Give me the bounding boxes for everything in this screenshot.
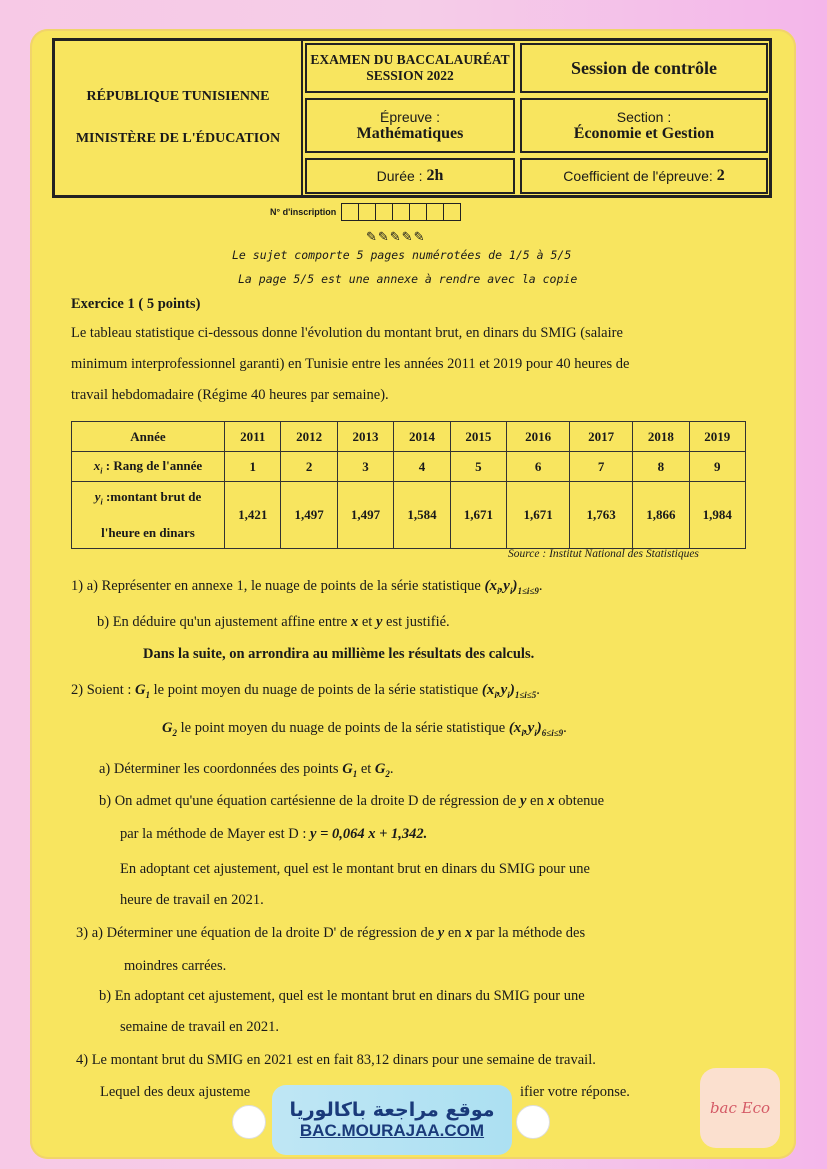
- epreuve-value: Mathématiques: [356, 124, 464, 142]
- section-value: Économie et Gestion: [573, 124, 715, 142]
- session-year: SESSION 2022: [366, 68, 454, 83]
- table-cell: 2019: [689, 422, 745, 452]
- exercise-intro-1: Le tableau statistique ci-dessous donne l'évolution du montant brut, en dinars du SMIG (salaire: [71, 325, 623, 341]
- q3b-1: b) En adoptant cet ajustement, quel est le montant brut en dinars du SMIG pour une: [99, 988, 585, 1004]
- table-cell: 2011: [225, 422, 281, 452]
- table-cell: 2: [281, 452, 337, 482]
- table-cell: 1,671: [450, 482, 506, 549]
- q2-g2: $G_2$ le point moyen du nuage de points de la série statistique $(x_i,y_i)_{6\le i\le 9}$.: [162, 720, 567, 738]
- duree-value: 2h: [426, 167, 444, 184]
- table-cell: 1: [225, 452, 281, 482]
- table-cell: 6: [507, 452, 570, 482]
- q2b-4: heure de travail en 2021.: [120, 892, 264, 908]
- q2b-1: b) On admet qu'une équation cartésienne de la droite D de régression de y en x obtenue: [99, 793, 605, 809]
- coef-value: 2: [716, 167, 725, 184]
- table-cell: 1,866: [633, 482, 689, 549]
- q2b-3: En adoptant cet ajustement, quel est le montant brut en dinars du SMIG pour une: [120, 861, 590, 877]
- value-header: $y_i$ :montant brut de l'heure en dinars: [72, 482, 225, 549]
- table-cell: 2013: [337, 422, 393, 452]
- section-cell: [520, 98, 768, 153]
- table-cell: 7: [570, 452, 633, 482]
- epreuve-cell: [305, 98, 515, 153]
- exercise-intro-3: travail hebdomadaire (Régime 40 heures par semaine).: [71, 387, 389, 403]
- q1a: 1) a) Représenter en annexe 1, le nuage de points de la série statistique $(x_i,y_i)_{1\le i\le 9}$.: [71, 578, 543, 596]
- table-cell: 1,421: [225, 482, 281, 549]
- ministry-title: MINISTÈRE DE L'ÉDUCATION: [75, 131, 281, 146]
- pages-note: Le sujet comporte 5 pages numérotées de 1/5 à 5/5: [232, 248, 572, 262]
- inscription-label: N° d'inscription: [270, 207, 337, 217]
- bac-eco-badge: [700, 1068, 780, 1148]
- session-type: Session de contrôle: [571, 57, 717, 78]
- section-label: Section :: [616, 108, 672, 125]
- duree-cell: [305, 158, 515, 194]
- table-cell: 1,763: [570, 482, 633, 549]
- table-row-ranks: [72, 452, 746, 482]
- badge-text: bac Eco: [709, 1099, 771, 1117]
- exercise-intro-2: minimum interprofessionnel garanti) en Tunisie entre les années 2011 et 2019 pour 40 heures de: [71, 356, 630, 372]
- institution-cell: [55, 41, 303, 195]
- site-banner[interactable]: [272, 1085, 512, 1155]
- site-logo-left-icon: [232, 1105, 266, 1139]
- republic-title: RÉPUBLIQUE TUNISIENNE: [86, 89, 270, 104]
- table-cell: 2012: [281, 422, 337, 452]
- exam-cell: [305, 43, 515, 93]
- year-header: Année: [72, 422, 225, 452]
- rank-header: $x_i$ : Rang de l'année: [72, 452, 225, 482]
- epreuve-label: Épreuve :: [380, 108, 440, 125]
- table-cell: 2016: [507, 422, 570, 452]
- duree-label: Durée :: [376, 168, 427, 184]
- banner-arabic: موقع مراجعة باكالوريا: [289, 1099, 495, 1121]
- q3a-2: moindres carrées.: [124, 958, 227, 974]
- q2a: a) Déterminer les coordonnées des points $G_1$ et $G_2$.: [99, 761, 394, 779]
- table-cell: 1,497: [337, 482, 393, 549]
- table-row-years: [72, 422, 746, 452]
- annex-note: La page 5/5 est une annexe à rendre avec la copie: [238, 272, 578, 286]
- banner-url[interactable]: BAC.MOURAJAA.COM: [299, 1121, 485, 1140]
- q3b-2: semaine de travail en 2021.: [120, 1019, 280, 1035]
- coef-cell: [520, 158, 768, 194]
- q3a-1: 3) a) Déterminer une équation de la droite D' de régression de y en x par la méthode des: [76, 925, 586, 941]
- inscription-row: [270, 203, 461, 221]
- table-cell: 4: [394, 452, 450, 482]
- q1b: b) En déduire qu'un ajustement affine entre x et y est justifié.: [97, 614, 450, 630]
- site-logo-right-icon: [516, 1105, 550, 1139]
- table-cell: 9: [689, 452, 745, 482]
- q2-g1: 2) Soient : $G_1$ le point moyen du nuage de points de la série statistique $(x_i,y_i)_{1\le i\le 5}$.: [71, 682, 540, 700]
- q4-2a: Lequel des deux ajusteme: [100, 1084, 251, 1100]
- session-type-cell: [520, 43, 768, 93]
- exam-header: [52, 38, 772, 198]
- rounding-note: Dans la suite, on arrondira au millième les résultats des calculs.: [143, 646, 535, 662]
- exercise-title: Exercice 1 ( 5 points): [71, 296, 201, 312]
- table-cell: 3: [337, 452, 393, 482]
- inscription-boxes[interactable]: [341, 203, 461, 221]
- table-cell: 8: [633, 452, 689, 482]
- table-cell: 1,671: [507, 482, 570, 549]
- coef-label: Coefficient de l'épreuve:: [563, 168, 717, 184]
- table-cell: 1,984: [689, 482, 745, 549]
- table-cell: 5: [450, 452, 506, 482]
- table-cell: 2014: [394, 422, 450, 452]
- source-note: Source : Institut National des Statistiques: [508, 548, 699, 560]
- table-cell: 2017: [570, 422, 633, 452]
- table-cell: 1,497: [281, 482, 337, 549]
- pencils-icon: ✎✎✎✎✎: [366, 230, 426, 245]
- q4-1: 4) Le montant brut du SMIG en 2021 est en fait 83,12 dinars pour une semaine de travail.: [76, 1052, 596, 1068]
- statistics-table: [71, 421, 746, 549]
- table-cell: 2018: [633, 422, 689, 452]
- exam-title: EXAMEN DU BACCALAURÉAT: [310, 52, 510, 67]
- table-cell: 2015: [450, 422, 506, 452]
- table-cell: 1,584: [394, 482, 450, 549]
- table-row-values: [72, 482, 746, 549]
- q2b-2: par la méthode de Mayer est D : y = 0,064 x + 1,342.: [120, 826, 428, 842]
- q4-2b: ifier votre réponse.: [520, 1084, 630, 1100]
